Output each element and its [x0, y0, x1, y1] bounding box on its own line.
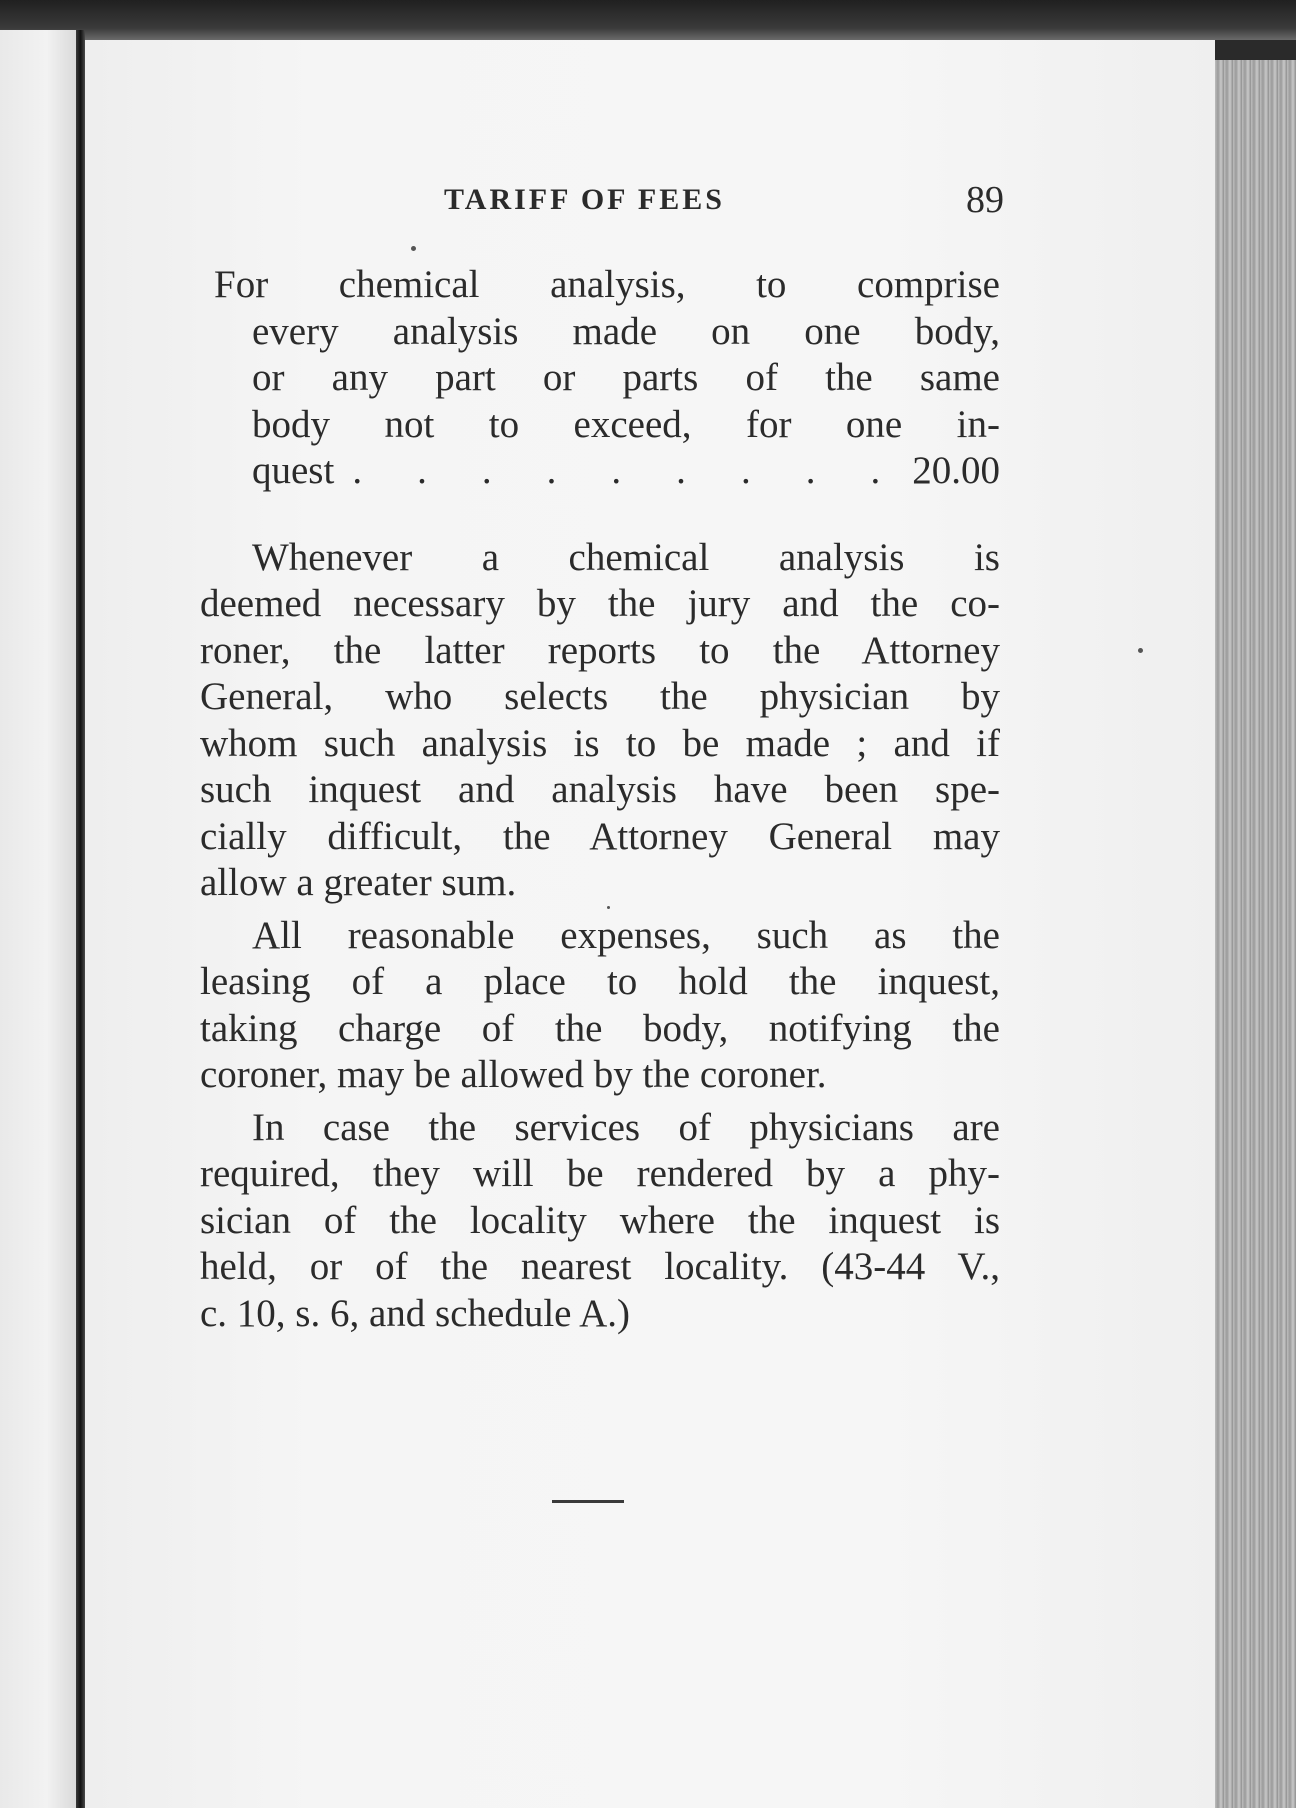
fee-entry-total-line [200, 448, 1000, 495]
paragraph-line: In case the services of physicians are [252, 1105, 1000, 1149]
paragraph-line: required, they will be rendered by a phy- [200, 1152, 1000, 1195]
paragraph-line: leasing of a place to hold the inquest, [200, 960, 1000, 1003]
fee-entry-line: every analysis made on one body, [252, 309, 1000, 353]
paragraph-line: such inquest and analysis have been spe- [200, 768, 1000, 811]
paragraph-line: allow a greater sum. [200, 861, 517, 904]
paragraph-line: c. 10, s. 6, and schedule A.) [200, 1291, 630, 1335]
fee-entry-line: body not to exceed, for one in- [252, 402, 1000, 446]
paragraph-line: coroner, may be allowed by the coroner. [200, 1053, 827, 1096]
paragraph-line: roner, the latter reports to the Attorney [200, 628, 1000, 672]
dot-leaders: . . . . . . . . . [352, 449, 903, 492]
running-header: TARIFF OF FEES [444, 183, 725, 216]
fee-amount: 20.00 [912, 449, 1000, 492]
dust-speck [411, 246, 416, 251]
page-number: 89 [966, 179, 1004, 221]
paragraph-line: sician of the locality where the inquest is [200, 1198, 1000, 1242]
dust-speck [607, 906, 610, 909]
dust-speck [1138, 648, 1143, 653]
paragraph-line: taking charge of the body, notifying the [200, 1006, 1000, 1050]
paragraph-line: whom such analysis is to be made ; and if [200, 721, 1000, 765]
scan-top-border [0, 0, 1296, 40]
previous-page-edge [0, 30, 78, 1808]
section-end-rule [552, 1500, 624, 1503]
fee-entry-line-end: quest [252, 449, 335, 492]
fee-entry-line: or any part or parts of the same [252, 356, 1000, 399]
paragraph-line: cially difficult, the Attorney General may [200, 814, 1000, 858]
paragraph-line: General, who selects the physician by [200, 675, 1000, 718]
paragraph-line: held, or of the nearest locality. (43-44 V., [200, 1245, 1000, 1288]
paragraph-line: All reasonable expenses, such as the [252, 913, 1000, 957]
book-gutter [76, 30, 85, 1808]
paragraph-chemical-analysis [200, 535, 1000, 907]
page-stack-edge [1215, 60, 1296, 1808]
fee-entry-line: For chemical analysis, to comprise [214, 263, 1000, 306]
paragraph-reasonable-expenses [200, 913, 1000, 1099]
fee-entry [200, 262, 1000, 495]
paragraph-line: deemed necessary by the jury and the co- [200, 582, 1000, 625]
page-body [200, 262, 1000, 1337]
paragraph-line: Whenever a chemical analysis is [252, 535, 1000, 579]
paragraph-physician-services [200, 1105, 1000, 1338]
